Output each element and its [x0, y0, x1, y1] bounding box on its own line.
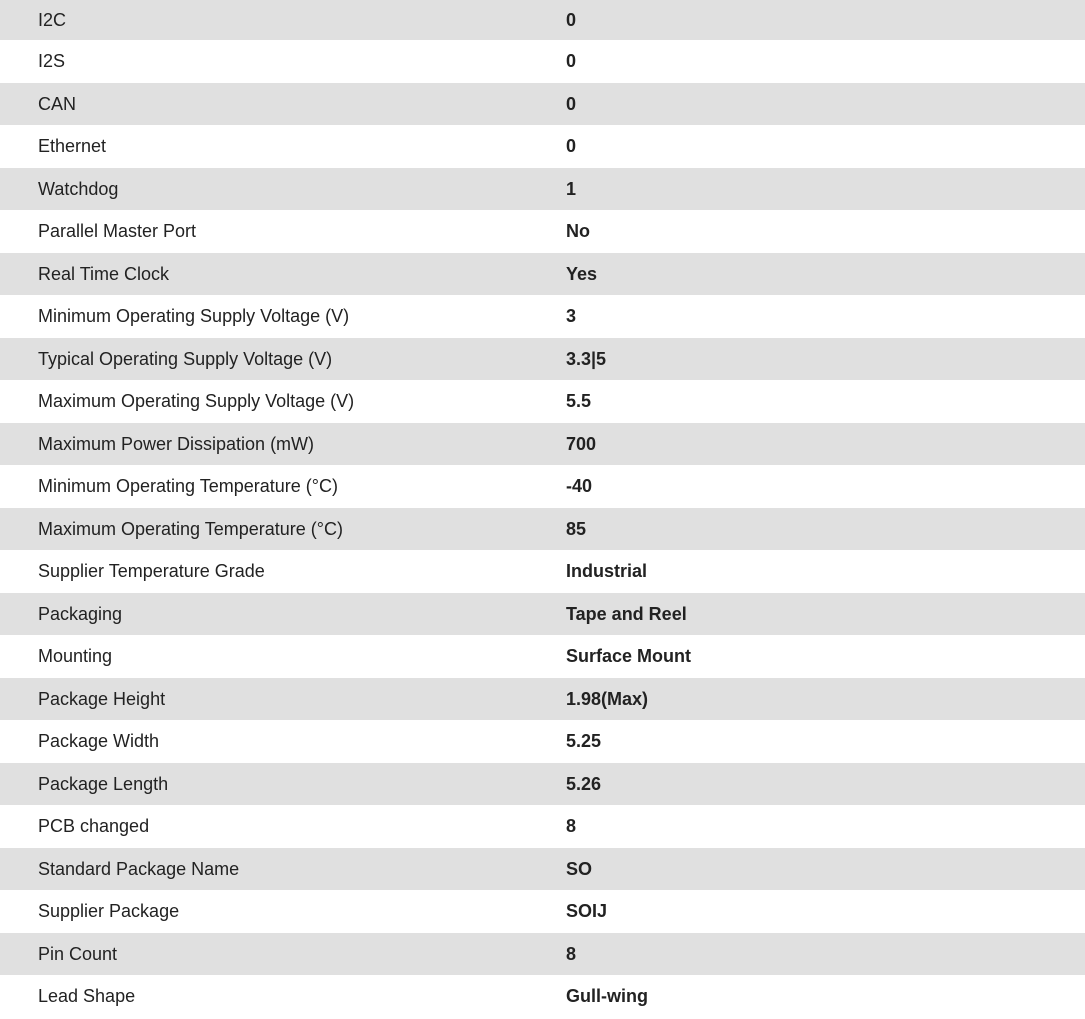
spec-label: Packaging — [0, 593, 566, 635]
spec-value: 0 — [566, 83, 1085, 125]
spec-value: 5.5 — [566, 391, 592, 411]
spec-value: 85 — [566, 508, 1085, 550]
spec-label: Package Width — [38, 731, 160, 751]
spec-row-lead-shape — [0, 975, 1085, 1018]
spec-label: Typical Operating Supply Voltage (V) — [0, 338, 566, 380]
spec-label: CAN — [0, 83, 566, 125]
spec-row-package-length — [0, 763, 1085, 805]
spec-label: Mounting — [38, 646, 113, 666]
spec-label: Package Length — [0, 763, 566, 805]
spec-row-mounting — [0, 635, 1085, 678]
spec-value: 3.3|5 — [566, 338, 1085, 380]
spec-value: SOIJ — [566, 901, 608, 921]
spec-row-pcb-changed — [0, 805, 1085, 848]
spec-row-pin-count — [0, 933, 1085, 975]
spec-label: Minimum Operating Temperature (°C) — [38, 476, 338, 496]
spec-label: Pin Count — [0, 933, 566, 975]
spec-row-standard-package-name — [0, 848, 1085, 890]
spec-value: SO — [566, 848, 1085, 890]
spec-value: Industrial — [566, 561, 648, 581]
spec-row-real-time-clock — [0, 253, 1085, 295]
spec-value: 0 — [566, 0, 1085, 40]
spec-row-parallel-master-port — [0, 210, 1085, 253]
spec-value: 5.25 — [566, 731, 602, 751]
spec-label: Supplier Package — [38, 901, 180, 921]
spec-value: No — [566, 221, 590, 241]
spec-row-supplier-package — [0, 890, 1085, 933]
spec-row-max-operating-temp — [0, 508, 1085, 550]
spec-label: Maximum Operating Temperature (°C) — [0, 508, 566, 550]
spec-row-package-height — [0, 678, 1085, 720]
spec-label: PCB changed — [38, 816, 150, 836]
spec-row-i2s — [0, 40, 1085, 83]
spec-label: Package Height — [0, 678, 566, 720]
spec-label: Maximum Power Dissipation (mW) — [0, 423, 566, 465]
spec-label: I2S — [38, 51, 66, 71]
spec-row-i2c — [0, 0, 1085, 40]
spec-value: 5.26 — [566, 763, 1085, 805]
spec-row-typ-supply-voltage — [0, 338, 1085, 380]
spec-row-temperature-grade — [0, 550, 1085, 593]
spec-value: 8 — [566, 933, 1085, 975]
spec-value: Tape and Reel — [566, 593, 1085, 635]
spec-label: I2C — [0, 0, 566, 40]
spec-label: Supplier Temperature Grade — [38, 561, 265, 581]
spec-value: Gull-wing — [566, 986, 648, 1006]
spec-row-min-supply-voltage — [0, 295, 1085, 338]
spec-row-packaging — [0, 593, 1085, 635]
spec-row-min-operating-temp — [0, 465, 1085, 508]
spec-label: Parallel Master Port — [38, 221, 197, 241]
spec-label: Standard Package Name — [0, 848, 566, 890]
spec-value: 3 — [566, 306, 577, 326]
spec-value: -40 — [566, 476, 593, 496]
spec-row-max-supply-voltage — [0, 380, 1085, 423]
spec-label: Maximum Operating Supply Voltage (V) — [38, 391, 355, 411]
spec-row-ethernet — [0, 125, 1085, 168]
spec-row-watchdog — [0, 168, 1085, 210]
spec-value: Surface Mount — [566, 646, 692, 666]
spec-value: Yes — [566, 253, 1085, 295]
spec-value: 1 — [566, 168, 1085, 210]
spec-row-max-power-dissipation — [0, 423, 1085, 465]
spec-row-package-width — [0, 720, 1085, 763]
spec-label: Ethernet — [38, 136, 107, 156]
spec-value: 1.98(Max) — [566, 678, 1085, 720]
spec-row-can — [0, 83, 1085, 125]
spec-value: 0 — [566, 136, 577, 156]
spec-value: 700 — [566, 423, 1085, 465]
spec-value: 0 — [566, 51, 577, 71]
spec-value: 8 — [566, 816, 577, 836]
spec-label: Minimum Operating Supply Voltage (V) — [38, 306, 350, 326]
spec-label: Lead Shape — [38, 986, 136, 1006]
spec-label: Watchdog — [0, 168, 566, 210]
spec-label: Real Time Clock — [0, 253, 566, 295]
